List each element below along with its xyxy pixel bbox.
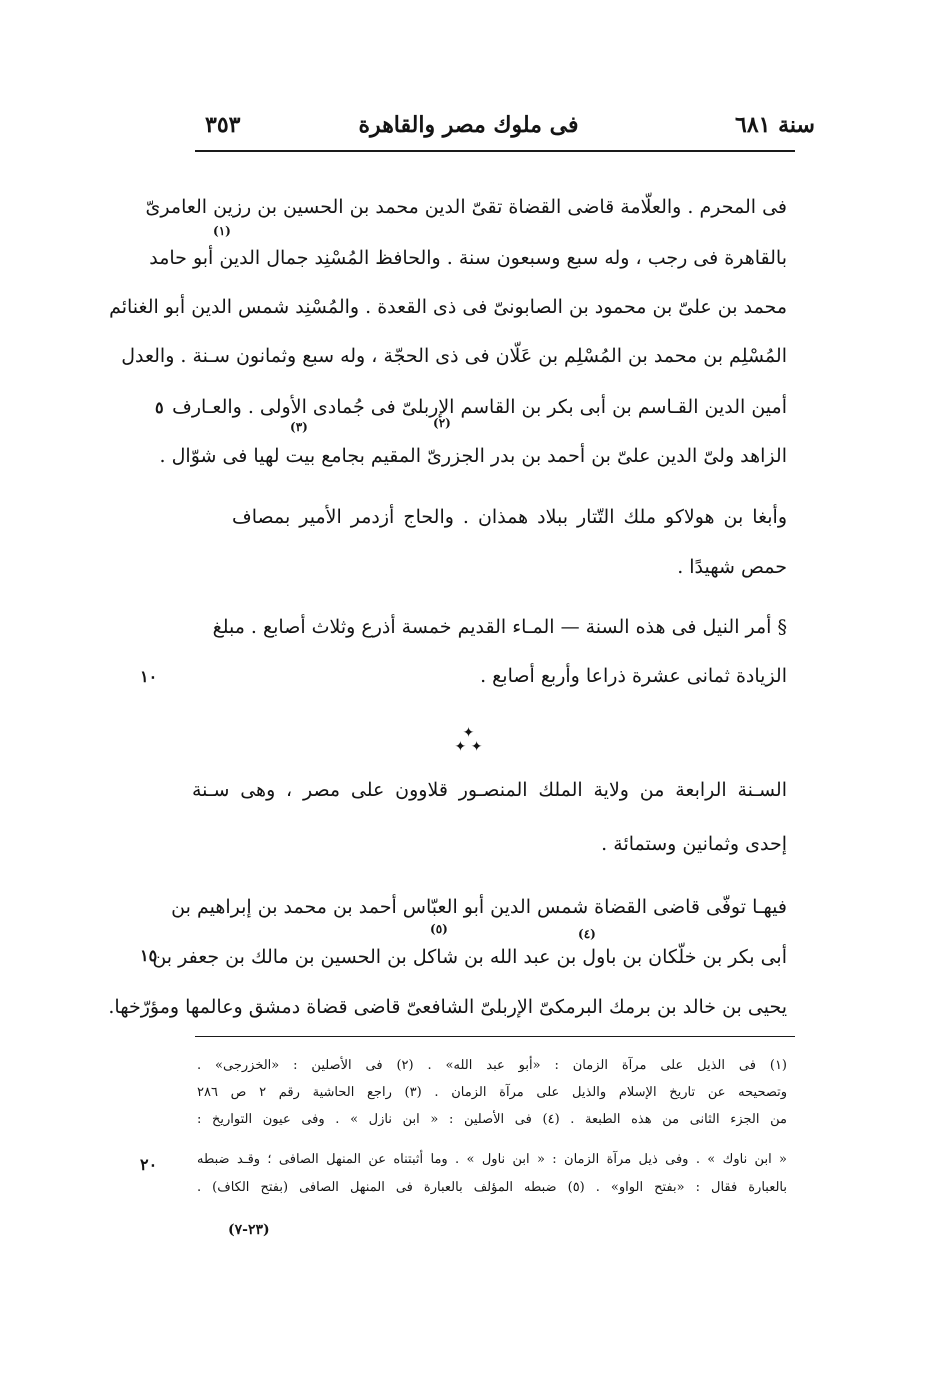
body-line: فى المحرم . والعلّامة قاضى القضاة تقىّ الدين محمد بن الحسين بن رزين العامرىّ — [145, 196, 787, 218]
ornament-glyph: ✦ — [462, 725, 475, 741]
body-line: الزاهد ولىّ الدين علىّ بن أحمد بن بدر الجزرىّ المقيم بجامع بيت لهيا فى شوّال . — [159, 445, 787, 467]
body-line: الزيادة ثمانى عشرة ذراعا وأربع أصابع . — [480, 665, 787, 687]
footnote-ref: (٣) — [290, 420, 308, 434]
section-ornament — [0, 726, 937, 754]
body-line: حمص شهيدًا . — [677, 556, 787, 578]
year-heading: سنة ٦٨١ — [735, 112, 815, 138]
ornament-glyph-pair: ✦ ✦ — [454, 739, 483, 755]
body-line: § أمر النيل فى هذه السنة — المـاء القديم خمسة أذرع وثلاث أصابع . مبلغ — [212, 616, 787, 638]
body-line: بالقاهرة فى رجب ، وله سبع وسبعون سنة . والحافظ المُسْنِد جمال الدين أبو حامد — [149, 247, 787, 269]
page-number: ٣٥٣ — [205, 112, 241, 138]
header-rule — [195, 150, 795, 152]
footnote-ref: (٢) — [433, 416, 451, 430]
body-line: السـنة الرابعة من ولاية الملك المنصـور قلاوون على مصر ، وهى سـنة — [192, 779, 787, 801]
line-number: ١٥ — [140, 946, 158, 965]
footnote-line: « ابن ناوك » . وفى ذيل مرآة الزمان : « ابن ناول » . وما أثبتناه عن المنهل الصافى ؛ وقـد ضبطه — [197, 1152, 787, 1167]
body-line: المُسْلِم بن محمد بن المُسْلِم بن عَلّان فى ذى الحجّة ، وله سبع وثمانون سـنة . والعدل — [121, 345, 787, 367]
line-number: ٢٠ — [140, 1155, 158, 1174]
body-line: أمين الدين القـاسم بن أبى بكر بن القاسم الإربلىّ فى جُمادى الأولى . والعـارف — [172, 396, 787, 418]
body-line: أبى بكر بن خلّكان بن باول بن عبد الله بن شاكل بن الحسين بن مالك بن جعفر بن — [152, 946, 787, 968]
footnote-rule — [195, 1036, 795, 1037]
footnote-line: وتصحيحه عن تاريخ الإسلام والذيل على مرآة الزمان . (٣) راجع الحاشية رقم ٢ ص ٢٨٦ — [197, 1085, 788, 1100]
body-line: إحدى وثمانين وستمائة . — [601, 833, 787, 855]
printer-signature: (٢٣-٧) — [228, 1222, 270, 1238]
footnote-line: بالعبارة فقال : «بفتح الواو» . (٥) ضبطه المؤلف بالعبارة فى المنهل الصافى (بفتح الكاف) . — [197, 1180, 788, 1195]
footnote-line: من الجزء الثانى من هذه الطبعة . (٤) فى الأصلين : « ابن نازل » . وفى عيون التواريخ : — [197, 1112, 787, 1127]
footnote-ref: (١) — [213, 224, 231, 238]
body-line: وأبغا بن هولاكو ملك التّتار ببلاد همذان . والحاج أزدمر الأمير بمصاف — [232, 506, 787, 528]
footnote-ref: (٤) — [578, 927, 596, 941]
footnote-line: (١) فى الذيل على مرآة الزمان : «أبو عبد الله» . (٢) فى الأصلين : «الخزرجى» . — [197, 1058, 787, 1073]
running-title: فى ملوك مصر والقاهرة — [358, 112, 579, 138]
line-number: ١٠ — [140, 667, 158, 686]
footnote-ref: (٥) — [430, 922, 448, 936]
body-line: محمد بن علىّ بن محمود بن الصابونىّ فى ذى القعدة . والمُسْنِد شمس الدين أبو الغنائم — [109, 296, 787, 318]
body-line: يحيى بن خالد بن برمك البرمكىّ الإربلىّ الشافعىّ قاضى قضاة دمشق وعالمها ومؤرّخها. — [108, 996, 787, 1018]
body-line: فيهـا توفّى قاضى القضاة شمس الدين أبو العبّاس أحمد بن محمد بن إبراهيم بن — [171, 896, 787, 918]
line-number: ٥ — [155, 398, 164, 417]
